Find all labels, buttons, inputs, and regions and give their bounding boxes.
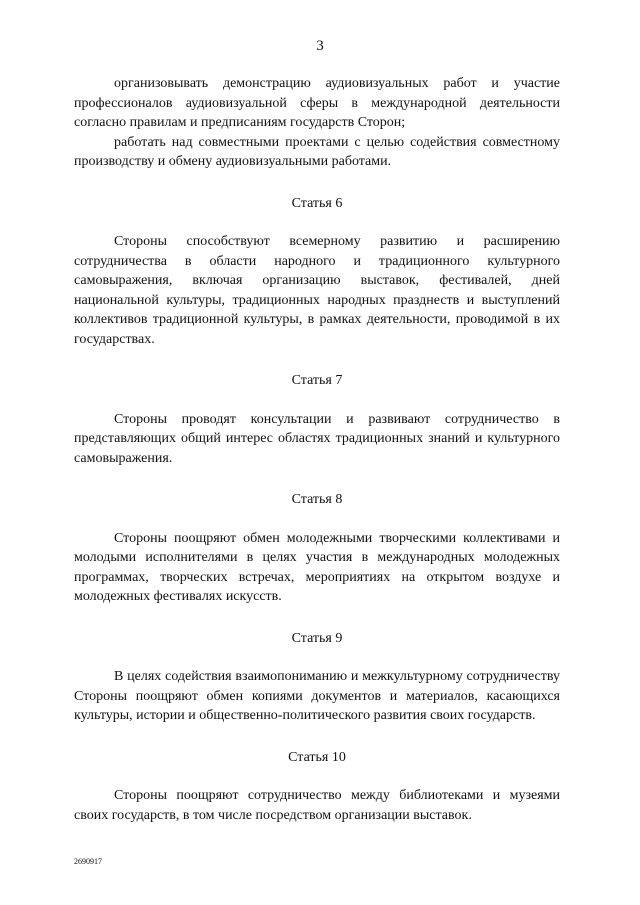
article-8-heading: Статья 8 [291, 492, 343, 507]
document-body [74, 74, 560, 825]
article-6-text: Стороны способствуют всемерному развитию и расширению сотрудничества в области народного и традиционного культурного самовыражения, включая организацию выставок, фестивалей, дней национальной культуры, традиционных народных празднеств и выступлений коллективов традиционной культуры, в рамках деятельности, проводимой в их государствах. [74, 234, 560, 347]
article-7-text: Стороны проводят консультации и развивают сотрудничество в представляющих общий интерес областях традиционных знаний и культурного самовыражения. [74, 411, 560, 466]
article-6-heading: Статья 6 [291, 195, 343, 211]
intro-paragraph-1: организовывать демонстрацию аудиовизуальных работ и участие профессионалов аудиовизуальной сферы в международной деятельности согласно правилам и предписаниям государств Сторон; [74, 76, 560, 130]
article-10-text: Стороны поощряют сотрудничество между библиотеками и музеями своих государств, в том числе посредством организации выставок. [74, 788, 560, 823]
intro-paragraph-2: работать над совместными проектами с целью содействия совместному производству и обмену аудиовизуальными работами. [74, 134, 560, 169]
article-7-heading: Статья 7 [291, 373, 343, 388]
article-8-text: Стороны поощряют обмен молодежными творческими коллективами и молодыми исполнителями в целях участия в международных молодежных программах, творческих встречах, мероприятиях на открытом воздухе и молодежных фестивалях искусств. [74, 530, 560, 604]
article-9-heading: Статья 9 [291, 630, 343, 646]
article-10-heading: Статья 10 [288, 749, 346, 765]
footer-document-code: 2690917 [74, 857, 102, 866]
article-9-text: В целях содействия взаимопониманию и межкультурному сотрудничеству Стороны поощряют обмен копиями документов и материалов, касающихся культуры, истории и общественно-политического развития своих государств. [74, 669, 560, 723]
page-number: 3 [316, 38, 324, 54]
